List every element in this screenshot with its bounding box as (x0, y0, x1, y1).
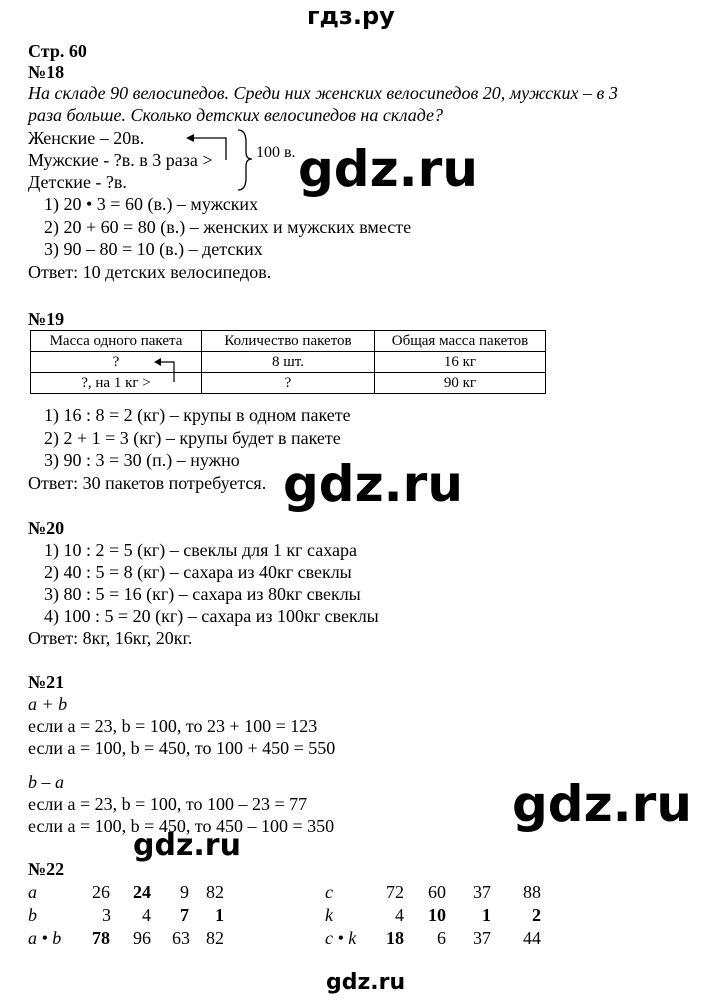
solution-step: 1) 10 : 2 = 5 (кг) – свеклы для 1 кг сахара (44, 540, 357, 560)
value-cell: 4 (142, 905, 151, 925)
answer: Ответ: 8кг, 16кг, 20кг. (28, 628, 193, 648)
table-cell: 90 кг (375, 373, 546, 394)
value-cell: 2 (532, 905, 541, 925)
task-number: №19 (28, 309, 65, 329)
task-number: №18 (28, 62, 65, 82)
value-cell: 37 (473, 882, 491, 902)
value-cell: 26 (92, 882, 110, 902)
solution-step: 3) 80 : 5 = 16 (кг) – сахара из 80кг свеклы (44, 584, 361, 604)
page-number: Стр. 60 (28, 41, 87, 61)
value-cell: 60 (428, 882, 446, 902)
value-cell: 72 (386, 882, 404, 902)
short-note-kids: Детские - ?в. (28, 172, 127, 192)
table-header-row (31, 331, 546, 352)
value-cell: 1 (482, 905, 491, 925)
watermark: gdz.ru (283, 455, 463, 513)
calc-line: если a = 100, b = 450, то 100 + 450 = 550 (28, 738, 336, 758)
calc-line: если a = 23, b = 100, то 23 + 100 = 123 (28, 716, 318, 736)
solution-step: 1) 16 : 8 = 2 (кг) – крупы в одном пакете (44, 405, 351, 425)
table-header: Количество пакетов (202, 331, 375, 352)
row-label: a (28, 882, 37, 902)
value-cell: 96 (133, 928, 151, 948)
value-cell: 37 (473, 928, 491, 948)
watermark: gdz.ru (512, 775, 692, 833)
expression: a + b (28, 694, 68, 714)
table-cell: 16 кг (375, 352, 546, 373)
value-cell: 63 (172, 928, 190, 948)
value-cell: 82 (206, 882, 224, 902)
value-cell: 1 (215, 905, 224, 925)
brace-icon (238, 130, 252, 190)
row-label: c • k (325, 928, 357, 948)
answer: Ответ: 30 пакетов потребуется. (28, 473, 267, 493)
value-cell: 24 (133, 882, 151, 902)
data-table (30, 330, 546, 394)
value-cell: 10 (428, 905, 446, 925)
table-row (31, 373, 546, 394)
short-note-total: 100 в. (256, 144, 296, 161)
task-number: №21 (28, 672, 65, 692)
short-note-men: Мужские - ?в. в 3 раза > (28, 150, 213, 170)
problem-text: На складе 90 велосипедов. Среди них женских велосипедов 20, мужских – в 3 (28, 83, 618, 103)
row-label: a • b (28, 928, 62, 948)
solution-step: 2) 40 : 5 = 8 (кг) – сахара из 40кг свеклы (44, 562, 352, 582)
table-cell: ? (202, 373, 375, 394)
site-header: гдз.ру (307, 2, 395, 30)
task-number: №20 (28, 518, 65, 538)
solution-step: 3) 90 – 80 = 10 (в.) – детских (44, 239, 263, 259)
arrow-line-icon (160, 362, 174, 382)
value-cell: 3 (102, 905, 111, 925)
value-cell: 44 (523, 928, 541, 948)
expression: b – a (28, 772, 64, 792)
value-cell: 7 (180, 905, 189, 925)
calc-line: если a = 100, b = 450, то 450 – 100 = 350 (28, 816, 335, 836)
row-label: c (325, 882, 333, 902)
value-cell: 9 (180, 882, 189, 902)
solution-step: 1) 20 • 3 = 60 (в.) – мужских (44, 194, 259, 214)
table-header: Масса одного пакета (31, 331, 202, 352)
watermark: gdz.ru (298, 140, 478, 198)
answer: Ответ: 10 детских велосипедов. (28, 262, 272, 282)
table-cell: ?, на 1 кг > (31, 373, 202, 394)
solution-step: 3) 90 : 3 = 30 (п.) – нужно (44, 450, 240, 470)
watermark: gdz.ru (326, 970, 406, 995)
row-label: k (325, 905, 333, 925)
solution-step: 2) 20 + 60 = 80 (в.) – женских и мужских вместе (44, 217, 412, 237)
watermark: gdz.ru (133, 828, 241, 863)
calc-line: если a = 23, b = 100, то 100 – 23 = 77 (28, 794, 308, 814)
short-note-arrows (180, 128, 260, 192)
value-cell: 78 (92, 928, 110, 948)
table-cell: ? (31, 352, 202, 373)
table-header: Общая масса пакетов (375, 331, 546, 352)
value-cell: 88 (523, 882, 541, 902)
solution-step: 2) 2 + 1 = 3 (кг) – крупы будет в пакете (44, 428, 341, 448)
short-note-women: Женские – 20в. (28, 128, 145, 148)
arrowhead-icon (154, 358, 161, 366)
value-cell: 4 (395, 905, 404, 925)
arrowhead-icon (186, 134, 194, 142)
table-cell: 8 шт. (202, 352, 375, 373)
value-cell: 6 (437, 928, 446, 948)
value-cell: 82 (206, 928, 224, 948)
solution-step: 4) 100 : 5 = 20 (кг) – сахара из 100кг свеклы (44, 606, 379, 626)
problem-text: раза больше. Сколько детских велосипедов на складе? (28, 105, 444, 125)
table-arrow (150, 358, 180, 384)
row-label: b (28, 905, 37, 925)
task-number: №22 (28, 859, 65, 879)
table-row (31, 352, 546, 373)
value-cell: 18 (386, 928, 404, 948)
